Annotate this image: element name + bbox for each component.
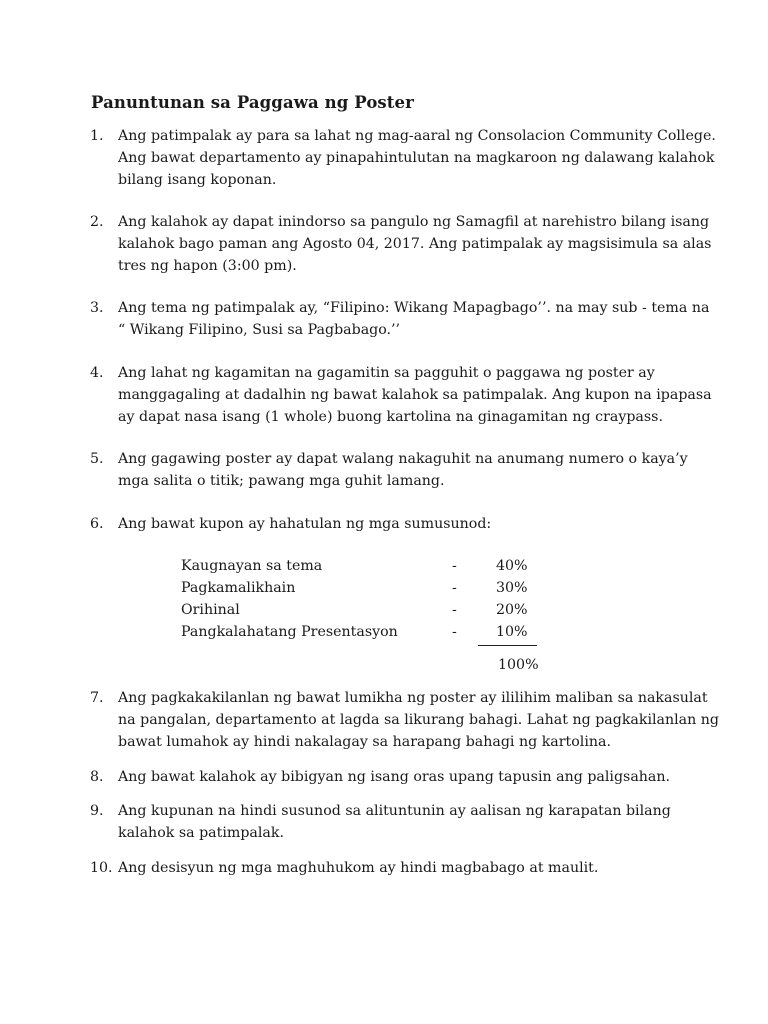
item-line: “ Wikang Filipino, Susi sa Pagbabago.’’: [118, 322, 401, 338]
criteria-row: [181, 621, 541, 643]
item-number: 1.: [90, 128, 104, 144]
item-number: 2.: [90, 214, 104, 230]
criteria-dash: -: [452, 580, 457, 596]
criteria-row: [181, 599, 541, 621]
item-line: Ang bawat kalahok ay bibigyan ng isang oras upang tapusin ang paligsahan.: [118, 769, 671, 785]
item-number: 3.: [90, 300, 104, 316]
rule-item-3: [90, 297, 710, 341]
item-line: kalahok bago paman ang Agosto 04, 2017. Ang patimpalak ay magsisimula sa alas: [118, 236, 712, 252]
criteria-name: Pangkalahatang Presentasyon: [181, 624, 398, 640]
item-line: na pangalan, departamento at lagda sa likurang bahagi. Lahat ng pagkakilanlan ng: [118, 712, 720, 728]
criteria-dash: -: [452, 624, 457, 640]
item-line: tres ng hapon (3:00 pm).: [118, 258, 297, 274]
criteria-name: Orihinal: [181, 602, 240, 618]
item-line: mga salita o titik; pawang mga guhit lamang.: [118, 473, 445, 489]
total-percent: 100%: [498, 657, 539, 673]
rule-item-4: [90, 362, 712, 428]
item-number: 9.: [90, 803, 104, 819]
criteria-dash: -: [452, 558, 457, 574]
criteria-percent: 40%: [496, 558, 528, 574]
rule-item-2: [90, 211, 712, 277]
item-line: Ang gagawing poster ay dapat walang nakaguhit na anumang numero o kaya’y: [118, 451, 688, 467]
page-title: Panuntunan sa Paggawa ng Poster: [91, 93, 414, 112]
item-line: bilang isang koponan.: [118, 172, 277, 188]
rule-item-10: [90, 857, 690, 879]
item-line: Ang bawat departamento ay pinapahintulutan na magkaroon ng dalawang kalahok: [118, 150, 715, 166]
criteria-dash: -: [452, 602, 457, 618]
rule-item-7: [90, 687, 720, 753]
item-line: ay dapat nasa isang (1 whole) buong kartolina na ginagamitan ng craypass.: [118, 409, 663, 425]
criteria-row: [181, 577, 541, 599]
criteria-name: Pagkamalikhain: [181, 580, 296, 596]
item-number: 10.: [90, 860, 113, 876]
rule-item-5: [90, 448, 690, 492]
item-line: Ang desisyun ng mga maghuhukom ay hindi magbabago at maulit.: [118, 860, 599, 876]
item-number: 7.: [90, 690, 104, 706]
item-line: manggagaling at dadalhin ng bawat kalahok sa patimpalak. Ang kupon na ipapasa: [118, 387, 712, 403]
rule-item-9: [90, 800, 690, 844]
item-line: Ang kupunan na hindi susunod sa alituntunin ay aalisan ng karapatan bilang: [118, 803, 671, 819]
criteria-name: Kaugnayan sa tema: [181, 558, 323, 574]
rule-item-1: [90, 125, 716, 191]
item-line: Ang kalahok ay dapat inindorso sa pangulo ng Samagfil at narehistro bilang isang: [118, 214, 710, 230]
item-number: 8.: [90, 769, 104, 785]
item-line: Ang pagkakakilanlan ng bawat lumikha ng poster ay ililihim maliban sa nakasulat: [118, 690, 708, 706]
item-line: Ang tema ng patimpalak ay, “Filipino: Wikang Mapagbago’’. na may sub - tema na: [118, 300, 710, 316]
criteria-table: [181, 555, 541, 643]
criteria-percent: 30%: [496, 580, 528, 596]
item-line: Ang patimpalak ay para sa lahat ng mag-aaral ng Consolacion Community College.: [118, 128, 716, 144]
item-number: 6.: [90, 516, 104, 532]
rule-item-6: [90, 513, 690, 535]
total-divider: [478, 645, 537, 646]
item-line: Ang lahat ng kagamitan na gagamitin sa pagguhit o paggawa ng poster ay: [118, 365, 655, 381]
item-number: 4.: [90, 365, 104, 381]
criteria-percent: 10%: [496, 624, 528, 640]
criteria-percent: 20%: [496, 602, 528, 618]
criteria-row: [181, 555, 541, 577]
item-line: bawat lumahok ay hindi nakalagay sa harapang bahagi ng kartolina.: [118, 734, 611, 750]
item-number: 5.: [90, 451, 104, 467]
item-line: Ang bawat kupon ay hahatulan ng mga sumusunod:: [118, 516, 492, 532]
item-line: kalahok sa patimpalak.: [118, 825, 284, 841]
rule-item-8: [90, 766, 690, 788]
